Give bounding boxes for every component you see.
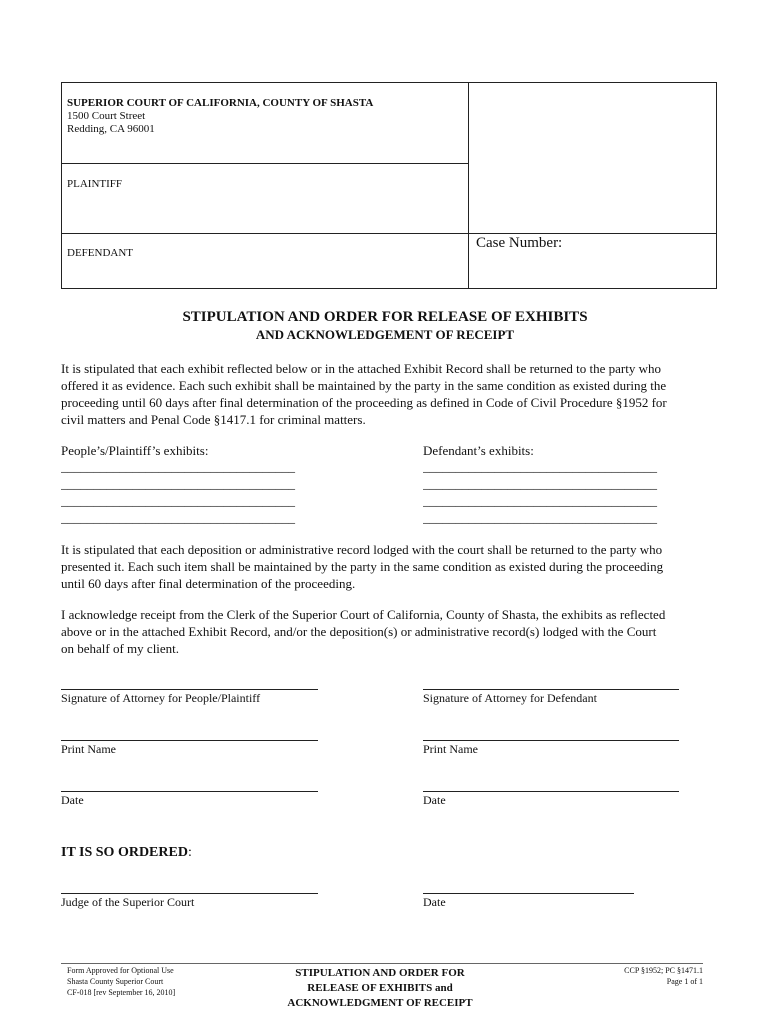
plaintiff-label: PLAINTIFF: [67, 178, 123, 190]
plaintiff-exhibit-line[interactable]: ____________________________________: [61, 459, 295, 474]
footer-center-line-3: ACKNOWLEDGMENT OF RECEIPT: [287, 997, 473, 1009]
para3-line-2: above or in the attached Exhibit Record, and/or the deposition(s) or administrative record(s) lodged with the Court: [61, 624, 657, 639]
caption-divider-vertical: [468, 82, 469, 289]
judge-signature-label: Judge of the Superior Court: [61, 895, 195, 909]
form-title: STIPULATION AND ORDER FOR RELEASE OF EXHIBITS: [182, 309, 588, 325]
court-street: 1500 Court Street: [67, 110, 146, 122]
defendant-exhibit-line[interactable]: ____________________________________: [423, 476, 657, 491]
right-signature-label: Signature of Attorney for Defendant: [423, 691, 597, 705]
defendant-exhibits-label: Defendant’s exhibits:: [423, 443, 534, 458]
para3-line-3: on behalf of my client.: [61, 641, 180, 656]
footer-right-line-1: CCP §1952; PC §1471.1: [624, 966, 703, 975]
right-date-line[interactable]: [423, 791, 679, 792]
para2-line-3: until 60 days after final determination of the proceeding.: [61, 576, 356, 591]
para3-line-1: I acknowledge receipt from the Clerk of the Superior Court of California, County of Shasta, the exhibits as reflected: [61, 607, 666, 622]
right-print-name-label: Print Name: [423, 742, 478, 756]
footer-form-info: [67, 965, 175, 998]
footer-left-line-3: CF-018 [rev September 16, 2010]: [67, 988, 176, 997]
para2-line-1: It is stipulated that each deposition or administrative record lodged with the court shall be returned to the party who: [61, 542, 663, 557]
right-date-label: Date: [423, 793, 446, 807]
para2-line-2: presented it. Each such item shall be maintained by the party in the same condition as existed during the proceeding: [61, 559, 664, 574]
defendant-label: DEFENDANT: [67, 247, 133, 259]
left-print-name-label: Print Name: [61, 742, 116, 756]
caption-divider-plaintiff: [61, 163, 468, 164]
stipulation-paragraph-1: [61, 360, 716, 428]
footer-citation: [560, 965, 703, 987]
judge-date-line[interactable]: [423, 893, 634, 894]
left-signature-label: Signature of Attorney for People/Plaintiff: [61, 691, 261, 705]
case-number-label: Case Number:: [476, 235, 563, 251]
para1-line-1: It is stipulated that each exhibit reflected below or in the attached Exhibit Record shall be returned to the party who: [61, 361, 661, 376]
left-signature-line[interactable]: [61, 689, 318, 690]
form-subtitle: AND ACKNOWLEDGEMENT OF RECEIPT: [255, 327, 515, 342]
footer-center-line-1: STIPULATION AND ORDER FOR: [295, 967, 465, 979]
left-date-label: Date: [61, 793, 84, 807]
so-ordered-colon: :: [187, 845, 192, 860]
judge-signature-line[interactable]: [61, 893, 318, 894]
para1-line-4: civil matters and Penal Code §1417.1 for criminal matters.: [61, 412, 366, 427]
defendant-exhibit-line[interactable]: ____________________________________: [423, 510, 657, 525]
plaintiff-exhibit-line[interactable]: ____________________________________: [61, 476, 295, 491]
judge-date-label: Date: [423, 895, 446, 909]
so-ordered-text: IT IS SO ORDERED: [61, 845, 188, 860]
defendant-exhibit-line[interactable]: ____________________________________: [423, 493, 657, 508]
court-city: Redding, CA 96001: [67, 123, 155, 135]
footer-left-line-2: Shasta County Superior Court: [67, 977, 164, 986]
caption-divider-defendant: [61, 233, 717, 234]
right-print-name-line[interactable]: [423, 740, 679, 741]
para1-line-3: proceeding until 60 days after final determination of the proceeding as defined in Code of Civil Procedure §1952 for: [61, 395, 667, 410]
left-print-name-line[interactable]: [61, 740, 318, 741]
plaintiff-exhibit-line[interactable]: ____________________________________: [61, 493, 295, 508]
plaintiff-exhibits-label: People’s/Plaintiff’s exhibits:: [61, 443, 209, 458]
footer-right-line-2: Page 1 of 1: [666, 977, 703, 986]
acknowledgement-paragraph: [61, 606, 716, 657]
footer-rule: [61, 963, 703, 964]
footer-left-line-1: Form Approved for Optional Use: [67, 966, 174, 975]
footer-center-line-2: RELEASE OF EXHIBITS and: [307, 982, 453, 994]
plaintiff-exhibit-line[interactable]: ____________________________________: [61, 510, 295, 525]
right-signature-line[interactable]: [423, 689, 679, 690]
para1-line-2: offered it as evidence. Each such exhibit shall be maintained by the party in the same condition as existed during the: [61, 378, 667, 393]
court-name: SUPERIOR COURT OF CALIFORNIA, COUNTY OF SHASTA: [67, 97, 374, 109]
left-date-line[interactable]: [61, 791, 318, 792]
stipulation-paragraph-2: [61, 541, 716, 592]
footer-form-title: [240, 966, 520, 1011]
defendant-exhibit-line[interactable]: ____________________________________: [423, 459, 657, 474]
so-ordered-heading: [61, 843, 192, 861]
caption-box: [61, 82, 717, 289]
